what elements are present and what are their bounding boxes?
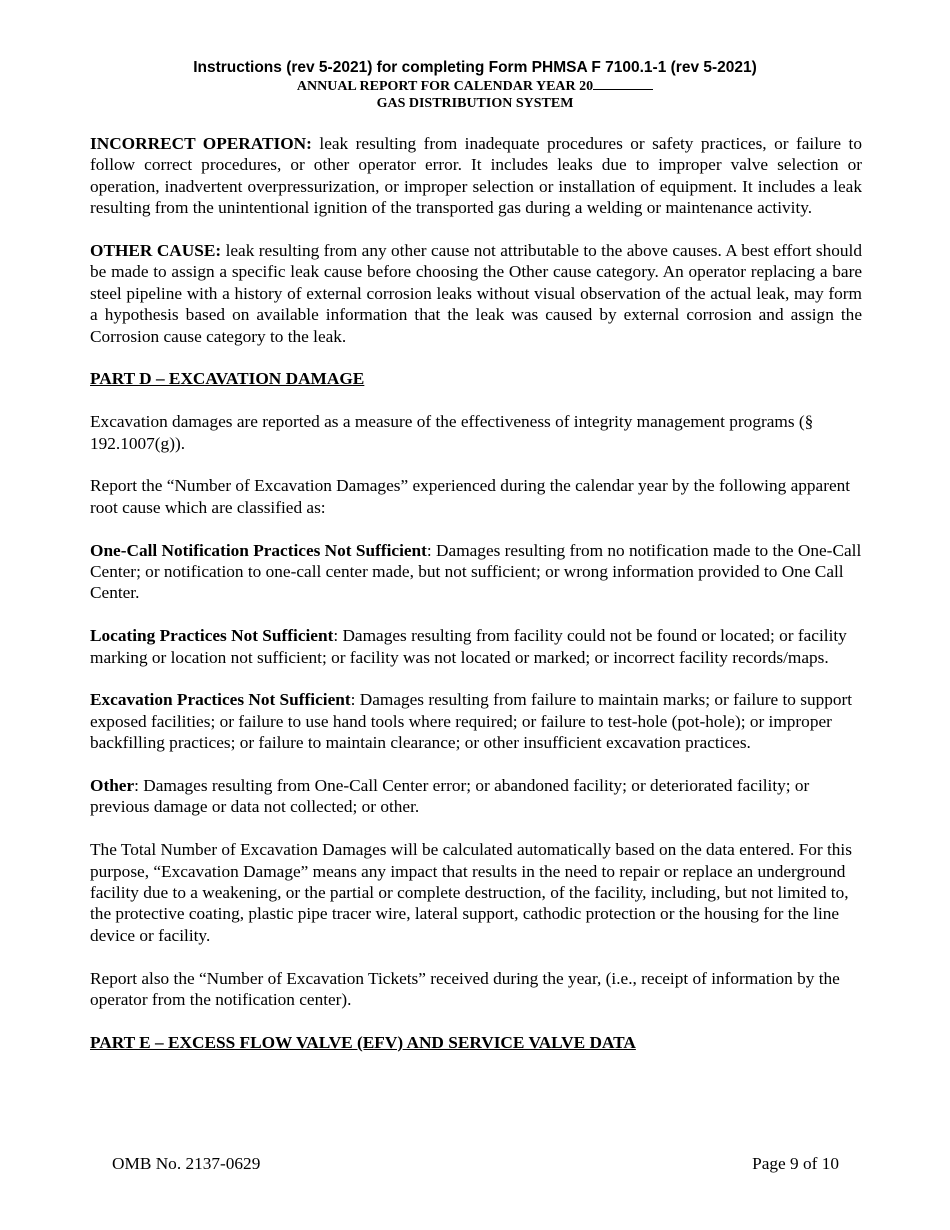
- excavation-practices-text: : Damages resulting from failure to maintain marks; or failure to support exposed facilities; or failure to use hand tools where required; or failure to test-hole (pot-hole); or improper backfilling practices; or failure to maintain clearance; or other insufficient excavation practices.: [90, 690, 853, 753]
- one-call-label: One-Call Notification Practices Not Sufficient: [90, 540, 427, 560]
- page-footer: [112, 1153, 839, 1174]
- system-type-line: GAS DISTRIBUTION SYSTEM: [376, 96, 574, 111]
- incorrect-operation-text: leak resulting from inadequate procedures or safety practices, or failure to follow correct procedures, or other operator error. It includes leaks due to improper valve selection or operation, inadvertent overpressurization, or improper selection or installation of equipment. It includes a leak resulting from the unintentional ignition of the transported gas during a welding or maintenance activity.: [90, 134, 862, 218]
- document-body: [90, 133, 862, 1075]
- incorrect-operation-paragraph: [90, 133, 862, 219]
- locating-text: : Damages resulting from facility could not be found or located; or facility marking or location not sufficient; or facility was not located or marked; or incorrect facility records/maps.: [90, 626, 847, 667]
- page-header: [0, 58, 950, 112]
- part-e-heading: PART E – EXCESS FLOW VALVE (EFV) AND SERVICE VALVE DATA: [90, 1032, 636, 1052]
- other-cause-text: leak resulting from any other cause not attributable to the above causes. A best effort should be made to assign a specific leak cause before choosing the Other cause category. An operator replacing a bare steel pipeline with a history of external corrosion leaks without visual observation of the actual leak, may form a hypothesis based on available information that the leak was caused by external corrosion and assign the Corrosion cause category to the leak.: [90, 241, 863, 346]
- report-year-line: [0, 77, 950, 95]
- total-damages-paragraph: The Total Number of Excavation Damages will be calculated automatically based on the data entered. For this purpose, “Excavation Damage” means any impact that results in the need to repair or replace an underground facility due to a weakening, or the partial or complete destruction, of the facility, including, but not limited to, the protective coating, plastic pipe tracer wire, lateral support, cathodic protection or the housing for the line device or facility.: [90, 840, 852, 945]
- other-damage-paragraph: [90, 775, 862, 818]
- other-cause-paragraph: [90, 240, 862, 347]
- page-number: Page 9 of 10: [752, 1154, 839, 1173]
- excavation-practices-paragraph: [90, 689, 862, 753]
- part-d-intro: Excavation damages are reported as a measure of the effectiveness of integrity management programs (§ 192.1007(g)).: [90, 412, 814, 453]
- part-d-report-instructions: Report the “Number of Excavation Damages” experienced during the calendar year by the following apparent root cause which are classified as:: [90, 476, 851, 517]
- part-d-heading: PART D – EXCAVATION DAMAGE: [90, 369, 365, 389]
- locating-paragraph: [90, 625, 862, 668]
- incorrect-operation-label: INCORRECT OPERATION:: [90, 134, 312, 153]
- report-year-label: ANNUAL REPORT FOR CALENDAR YEAR 20: [296, 79, 594, 94]
- excavation-tickets-paragraph: Report also the “Number of Excavation Tickets” received during the year, (i.e., receipt of information by the operator from the notification center).: [90, 968, 840, 1010]
- other-cause-label: OTHER CAUSE:: [90, 241, 222, 261]
- one-call-text: : Damages resulting from no notification made to the One-Call Center; or notification to one-call center made, but not sufficient; or wrong information provided to One Call Center.: [90, 540, 862, 603]
- other-damage-text: : Damages resulting from One-Call Center error; or abandoned facility; or deteriorated facility; or previous damage or data not collected; or other.: [90, 776, 810, 817]
- one-call-paragraph: [90, 540, 862, 604]
- locating-label: Locating Practices Not Sufficient: [90, 626, 334, 646]
- excavation-practices-label: Excavation Practices Not Sufficient: [90, 690, 351, 710]
- omb-number: OMB No. 2137-0629: [112, 1154, 261, 1173]
- year-blank-field: [593, 77, 653, 90]
- document-title: Instructions (rev 5-2021) for completing Form PHMSA F 7100.1-1 (rev 5-2021): [193, 59, 757, 76]
- other-damage-label: Other: [90, 776, 135, 796]
